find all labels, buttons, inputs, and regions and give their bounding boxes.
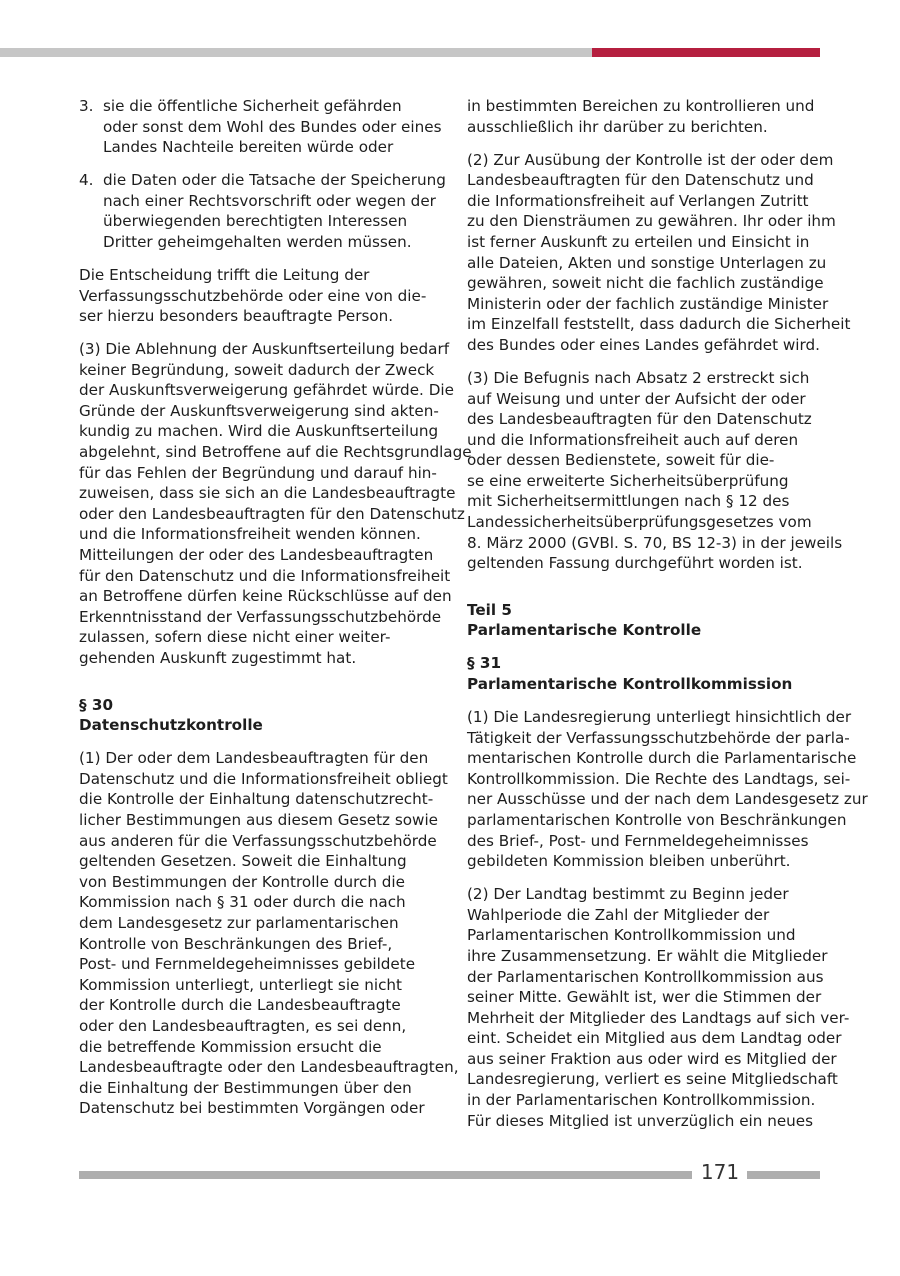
- text-line: geltenden Fassung durchgeführt worden ist.: [467, 554, 803, 573]
- part-title: Parlamentarische Kontrolle: [467, 621, 702, 640]
- text-line: gehenden Auskunft zugestimmt hat.: [79, 649, 357, 668]
- section-title: Datenschutzkontrolle: [79, 716, 263, 735]
- text-line: 8. März 2000 (GVBl. S. 70, BS 12-3) in der jeweils: [467, 533, 843, 552]
- paragraph: [79, 339, 472, 669]
- header-bar-gray: [0, 48, 592, 57]
- paragraph: [79, 748, 459, 1119]
- text-line: im Einzelfall feststellt, dass dadurch die Sicherheit: [467, 315, 851, 334]
- text-line: der Parlamentarischen Kontrollkommission aus: [467, 967, 824, 986]
- page-number: 171: [700, 1160, 740, 1184]
- section-heading-31: [467, 653, 823, 694]
- section-number: § 30: [79, 695, 114, 714]
- text-line: dem Landesgesetz zur parlamentarischen: [79, 913, 399, 932]
- text-line: zu den Diensträumen zu gewähren. Ihr oder ihm: [467, 212, 836, 231]
- text-line: (3) Die Befugnis nach Absatz 2 erstreckt sich: [467, 368, 810, 387]
- text-line: Datenschutz und die Informationsfreiheit obliegt: [79, 769, 448, 788]
- text-line: in bestimmten Bereichen zu kontrollieren und: [467, 97, 815, 115]
- text-line: Parlamentarischen Kontrollkommission und: [467, 926, 796, 945]
- text-line: Kontrolle von Beschränkungen des Brief-,: [79, 934, 393, 953]
- text-line: Landesregierung, verliert es seine Mitgliedschaft: [467, 1070, 838, 1089]
- text-line: (1) Der oder dem Landesbeauftragten für den: [79, 749, 429, 768]
- text-line: Landessicherheitsüberprüfungsgesetzes vom: [467, 513, 812, 532]
- text-line: Erkenntnisstand der Verfassungsschutzbehörde: [79, 607, 442, 626]
- right-column: [467, 96, 868, 1144]
- text-line: oder dessen Bedienstete, soweit für die-: [467, 451, 775, 470]
- text-line: in der Parlamentarischen Kontrollkommission.: [467, 1091, 816, 1110]
- text-line: Landesbeauftragten für den Datenschutz und: [467, 171, 814, 190]
- text-line: nach einer Rechtsvorschrift oder wegen der: [103, 191, 436, 210]
- text-line: ist ferner Auskunft zu erteilen und Einsicht in: [467, 232, 810, 251]
- text-line: Landesbeauftragte oder den Landesbeauftragten,: [79, 1058, 459, 1077]
- text-line: eint. Scheidet ein Mitglied aus dem Landtag oder: [467, 1029, 842, 1048]
- text-line: an Betroffene dürfen keine Rückschlüsse auf den: [79, 587, 452, 606]
- paragraph: [79, 265, 435, 327]
- text-line: des Bundes oder eines Landes gefährdet wird.: [467, 335, 820, 354]
- text-line: licher Bestimmungen aus diesem Gesetz sowie: [79, 810, 439, 829]
- text-line: die Daten oder die Tatsache der Speicherung: [103, 171, 446, 190]
- list-item: [79, 170, 446, 252]
- text-line: oder den Landesbeauftragten für den Datenschutz: [79, 504, 465, 523]
- text-line: für das Fehlen der Begründung und darauf hin-: [79, 463, 437, 482]
- section-number: § 31: [467, 654, 502, 673]
- text-line: und die Informationsfreiheit wenden können.: [79, 525, 421, 544]
- text-line: zulassen, sofern diese nicht einer weiter-: [79, 628, 391, 647]
- text-line: Wahlperiode die Zahl der Mitglieder der: [467, 905, 770, 924]
- text-line: ser hierzu besonders beauftragte Person.: [79, 307, 394, 326]
- text-line: ner Ausschüsse und der nach dem Landesgesetz zur: [467, 790, 868, 809]
- text-line: Die Entscheidung trifft die Leitung der: [79, 265, 370, 284]
- section-heading-30: [79, 695, 435, 736]
- text-line: des Landesbeauftragten für den Datenschutz: [467, 410, 812, 429]
- text-line: sie die öffentliche Sicherheit gefährden: [103, 97, 402, 115]
- part-number: Teil 5: [467, 600, 512, 619]
- paragraph: [467, 368, 843, 574]
- list-item: [79, 96, 442, 158]
- text-line: die Informationsfreiheit auf Verlangen Zutritt: [467, 191, 809, 210]
- text-line: geltenden Gesetzen. Soweit die Einhaltung: [79, 852, 407, 871]
- text-line: (2) Zur Ausübung der Kontrolle ist der oder dem: [467, 150, 834, 169]
- text-line: zuweisen, dass sie sich an die Landesbeauftragte: [79, 484, 456, 503]
- text-line: Post- und Fernmeldegeheimnisses gebildete: [79, 955, 416, 974]
- text-line: und die Informationsfreiheit auch auf deren: [467, 430, 799, 449]
- text-line: abgelehnt, sind Betroffene auf die Rechtsgrundlage: [79, 443, 472, 462]
- text-line: Mehrheit der Mitglieder des Landtags auf sich ver-: [467, 1008, 850, 1027]
- text-line: keiner Begründung, soweit dadurch der Zweck: [79, 360, 435, 379]
- left-column: [79, 96, 472, 1131]
- text-line: seiner Mitte. Gewählt ist, wer die Stimmen der: [467, 988, 822, 1007]
- footer-bar-right: [747, 1171, 820, 1179]
- text-line: (2) Der Landtag bestimmt zu Beginn jeder: [467, 885, 789, 904]
- header-bar-accent: [592, 48, 820, 57]
- paragraph: [467, 707, 868, 872]
- part-heading-5: [467, 600, 823, 641]
- text-line: der Auskunftsverweigerung gefährdet würde. Die: [79, 381, 454, 400]
- text-line: (3) Die Ablehnung der Auskunftserteilung bedarf: [79, 340, 450, 359]
- text-line: der Kontrolle durch die Landesbeauftragte: [79, 996, 401, 1015]
- text-line: se eine erweiterte Sicherheitsüberprüfung: [467, 471, 789, 490]
- text-line: Kommission unterliegt, unterliegt sie nicht: [79, 975, 403, 994]
- text-line: kundig zu machen. Wird die Auskunftserteilung: [79, 422, 439, 441]
- text-line: gewähren, soweit nicht die fachlich zuständige: [467, 274, 824, 293]
- text-line: Tätigkeit der Verfassungsschutzbehörde der parla-: [467, 728, 850, 747]
- text-line: auf Weisung und unter der Aufsicht der oder: [467, 389, 806, 408]
- text-line: parlamentarischen Kontrolle von Beschränkungen: [467, 810, 847, 829]
- text-line: Verfassungsschutzbehörde oder eine von die-: [79, 286, 427, 305]
- text-line: alle Dateien, Akten und sonstige Unterlagen zu: [467, 253, 827, 272]
- text-line: ausschließlich ihr darüber zu berichten.: [467, 117, 768, 136]
- text-line: Mitteilungen der oder des Landesbeauftragten: [79, 546, 434, 565]
- text-line: Landes Nachteile bereiten würde oder: [103, 138, 394, 157]
- list-item-number: 3.: [79, 97, 94, 115]
- text-line: ihre Zusammensetzung. Er wählt die Mitglieder: [467, 946, 828, 965]
- footer-bar-left: [79, 1171, 692, 1179]
- text-line: mentarischen Kontrolle durch die Parlamentarische: [467, 749, 857, 768]
- numbered-list: [79, 96, 446, 253]
- text-line: (1) Die Landesregierung unterliegt hinsichtlich der: [467, 708, 852, 726]
- text-line: aus seiner Fraktion aus oder wird es Mitglied der: [467, 1049, 837, 1068]
- text-line: Kontrollkommission. Die Rechte des Landtags, sei-: [467, 769, 851, 788]
- text-line: mit Sicherheitsermittlungen nach § 12 des: [467, 492, 790, 511]
- paragraph: [467, 150, 851, 356]
- text-line: aus anderen für die Verfassungsschutzbehörde: [79, 831, 437, 850]
- text-line: Datenschutz bei bestimmten Vorgängen oder: [79, 1099, 425, 1118]
- text-line: gebildeten Kommission bleiben unberührt.: [467, 852, 791, 871]
- section-title: Parlamentarische Kontrollkommission: [467, 675, 793, 694]
- paragraph: [467, 884, 850, 1131]
- text-line: die Kontrolle der Einhaltung datenschutzrecht-: [79, 790, 434, 809]
- text-line: Für dieses Mitglied ist unverzüglich ein neues: [467, 1111, 814, 1130]
- text-line: oder sonst dem Wohl des Bundes oder eines: [103, 117, 442, 136]
- text-line: für den Datenschutz und die Informationsfreiheit: [79, 566, 451, 585]
- text-line: Kommission nach § 31 oder durch die nach: [79, 893, 406, 912]
- list-item-number: 4.: [79, 171, 94, 190]
- text-line: Dritter geheimgehalten werden müssen.: [103, 232, 412, 251]
- text-line: Gründe der Auskunftsverweigerung sind akten-: [79, 401, 439, 420]
- text-line: die Einhaltung der Bestimmungen über den: [79, 1078, 412, 1097]
- text-line: überwiegenden berechtigten Interessen: [103, 212, 408, 231]
- text-line: des Brief-, Post- und Fernmeldegeheimnisses: [467, 831, 809, 850]
- text-line: oder den Landesbeauftragten, es sei denn,: [79, 1016, 407, 1035]
- text-line: die betreffende Kommission ersucht die: [79, 1037, 382, 1056]
- text-line: Ministerin oder der fachlich zuständige Minister: [467, 294, 829, 313]
- text-line: von Bestimmungen der Kontrolle durch die: [79, 872, 405, 891]
- paragraph: [467, 96, 823, 137]
